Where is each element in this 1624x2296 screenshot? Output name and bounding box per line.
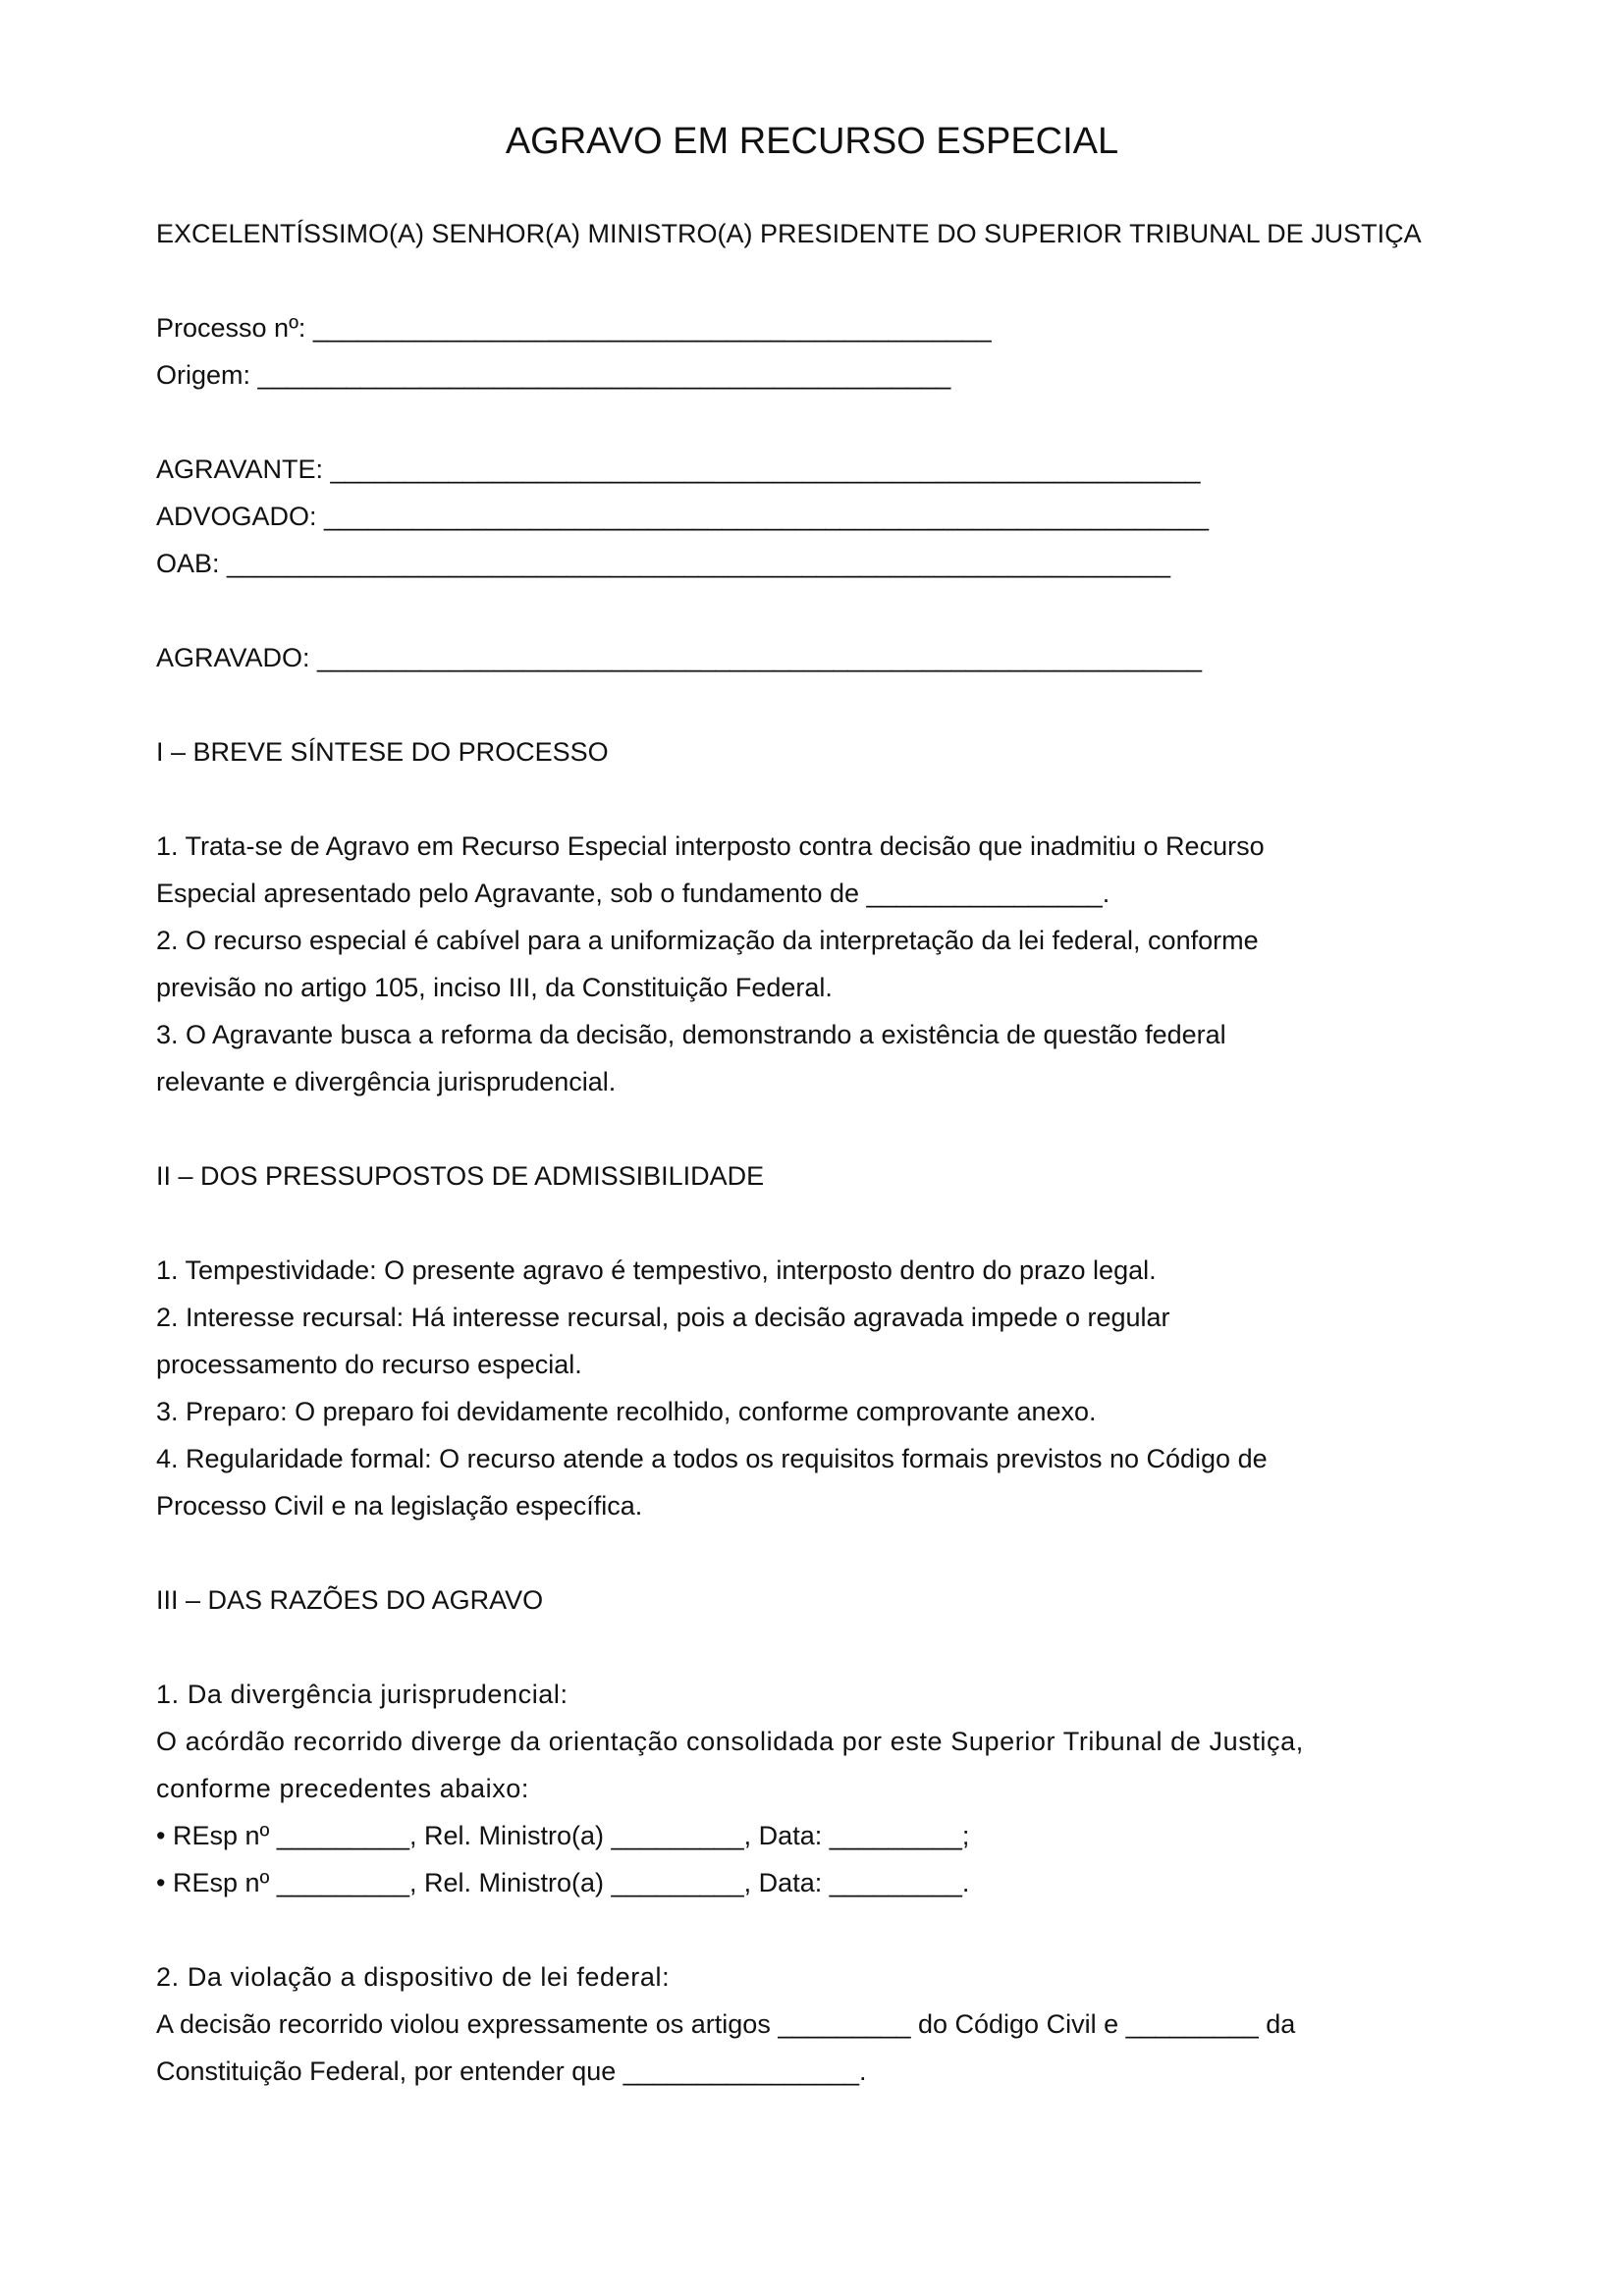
addressee-line: EXCELENTÍSSIMO(A) SENHOR(A) MINISTRO(A) PRESIDENTE DO SUPERIOR TRIBUNAL DE JUSTIÇA: [156, 219, 1422, 248]
precedent-item: • REsp nº _________, Rel. Ministro(a) _________, Data: _________.: [156, 1868, 970, 1897]
section-2-body: [156, 1247, 1531, 1529]
process-number-field: Processo nº: ______________________________________________: [156, 313, 992, 343]
agravado-block: [156, 634, 1531, 681]
section-3-sub-2-heading: 2. Da violação a dispositivo de lei federal:: [156, 1962, 671, 1992]
section-1-line: previsão no artigo 105, inciso III, da Constituição Federal.: [156, 973, 833, 1002]
section-2-heading: II – DOS PRESSUPOSTOS DE ADMISSIBILIDADE: [156, 1161, 765, 1191]
section-2-line: 2. Interesse recursal: Há interesse recursal, pois a decisão agravada impede o regular: [156, 1303, 1170, 1332]
section-2-line: Processo Civil e na legislação específica.: [156, 1491, 643, 1521]
section-3-line: conforme precedentes abaixo:: [156, 1774, 530, 1803]
section-1-body: [156, 823, 1531, 1105]
section-2-line: 3. Preparo: O preparo foi devidamente recolhido, conforme comprovante anexo.: [156, 1397, 1097, 1426]
section-1-line: Especial apresentado pelo Agravante, sob o fundamento de ________________.: [156, 879, 1110, 908]
oab-field: OAB: ________________________________________________________________: [156, 549, 1171, 578]
agravado-field: AGRAVADO: ____________________________________________________________: [156, 643, 1202, 672]
precedent-item: • REsp nº _________, Rel. Ministro(a) _________, Data: _________;: [156, 1821, 970, 1850]
process-fields: [156, 304, 1531, 399]
section-1-heading: I – BREVE SÍNTESE DO PROCESSO: [156, 737, 609, 767]
origin-field: Origem: _______________________________________________: [156, 360, 951, 390]
section-3-sub-2: [156, 1953, 1531, 2095]
section-1-line: 3. O Agravante busca a reforma da decisão, demonstrando a existência de questão federal: [156, 1020, 1226, 1049]
section-1-line: relevante e divergência jurisprudencial.: [156, 1067, 617, 1096]
advogado-field: ADVOGADO: ____________________________________________________________: [156, 502, 1209, 531]
section-2-line: 4. Regularidade formal: O recurso atende a todos os requisitos formais previstos no Código de: [156, 1444, 1268, 1473]
section-1-line: 1. Trata-se de Agravo em Recurso Especial interposto contra decisão que inadmitiu o Recurso: [156, 831, 1265, 861]
section-3-sub-1: [156, 1671, 1531, 1906]
section-3-line: O acórdão recorrido diverge da orientação consolidada por este Superior Tribunal de Justiça,: [156, 1727, 1304, 1756]
agravante-field: AGRAVANTE: ___________________________________________________________: [156, 454, 1201, 484]
section-2-line: processamento do recurso especial.: [156, 1350, 582, 1379]
document-title: AGRAVO EM RECURSO ESPECIAL: [505, 121, 1119, 162]
section-2-line: 1. Tempestividade: O presente agravo é tempestivo, interposto dentro do prazo legal.: [156, 1255, 1157, 1285]
section-3-sub-1-heading: 1. Da divergência jurisprudencial:: [156, 1680, 568, 1709]
section-3-heading: III – DAS RAZÕES DO AGRAVO: [156, 1585, 544, 1615]
document-body: [156, 116, 1531, 2142]
section-3-line: A decisão recorrido violou expressamente os artigos _________ do Código Civil e _________ da: [156, 2009, 1296, 2039]
section-3-line: Constituição Federal, por entender que ________________.: [156, 2056, 867, 2086]
party-fields: [156, 446, 1531, 587]
section-1-line: 2. O recurso especial é cabível para a uniformização da interpretação da lei federal, conforme: [156, 926, 1259, 955]
